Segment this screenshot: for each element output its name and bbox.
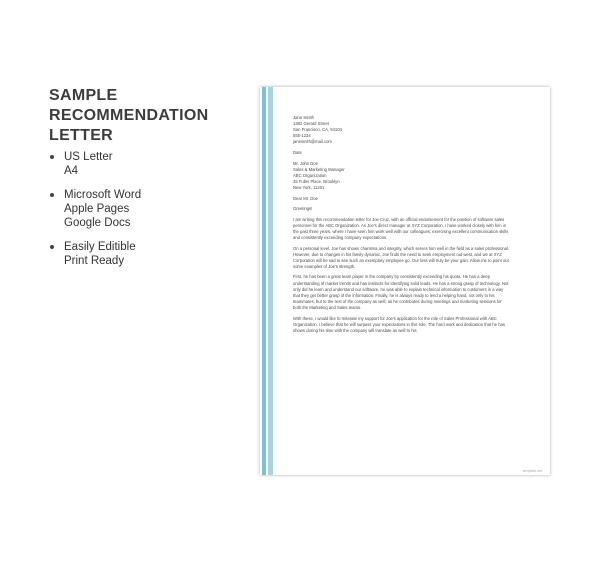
letter-date: Date xyxy=(293,149,302,155)
paragraph: First, he has been a great team player in the company by consistently exceeding his quota. He has a deep understanding of market trends and has instincts for identifying solid leads. He has a strong grasp of technology. Not only did he learn and understand our software, he was able to explain technical information to customers in a way that they get better grasp of the information. Finally, he is always ready to lend a helping hand, not only to his teammates, but to the rest of the company as well, as he contributes during meetings and marketing sessions for both the Marketing and Sales teams. xyxy=(293,274,509,310)
salutation: Dear Mr. Doe xyxy=(293,195,318,201)
paragraph: With these, I would like to reiterate my support for Joe's application for the role of Sales Professional with ABC Organization. I believe that he will surpass your expectations in this role. The hard work and dedication that he has shown during his time with the company will translate as well to his xyxy=(293,315,505,333)
feature-list xyxy=(49,150,141,278)
accent-stripe xyxy=(268,87,273,475)
sender-line: 1382 Gerard Street xyxy=(293,121,329,127)
paragraph: On a personal level, Joe has shown charisma and integrity, which serves him well in the field as a sales professional. However, due to changes in his family dynamic, Joe finds the need to seek employment out west, and we at XYZ Corporation will be sad to see such an exemplary employee go. Our loss will truly be your gain. Allow me to point out some examples of Joe's strength. xyxy=(293,245,510,269)
feature-item: A4 xyxy=(64,165,79,177)
bullet-icon xyxy=(50,193,54,197)
feature-formats xyxy=(49,150,141,178)
feature-item: Apple Pages xyxy=(64,203,130,215)
feature-software xyxy=(49,188,141,230)
recipient-address xyxy=(293,161,511,191)
letter-preview xyxy=(260,87,550,475)
feature-editing xyxy=(49,240,141,268)
sender-line: 555-1234 xyxy=(293,133,311,139)
accent-stripe xyxy=(262,87,266,475)
feature-item: Print Ready xyxy=(64,255,125,267)
bullet-icon xyxy=(50,245,54,249)
paragraph: I am writing this recommendation letter for Joe Cruz, with an official endorsement for the position of software sales personnel for the ABC Organization. As Joe's direct manager at XYZ Corporation, I have worked closely with him in the past three years, where I have seen him work well with our colleagues; exercising excellent communication skills and consistently exceeding company expectations. xyxy=(293,216,509,240)
greeting: Greetings! xyxy=(293,206,313,212)
recipient-line: New York, 11201 xyxy=(293,184,325,190)
recipient-line: 35 Fuller Place, Brooklyn xyxy=(293,178,340,184)
sender-line: Jane Smith xyxy=(293,115,314,120)
feature-item: US Letter xyxy=(64,151,113,163)
feature-item: Microsoft Word xyxy=(64,189,142,201)
letter-body xyxy=(293,115,511,338)
recipient-line: Mr. John Doe xyxy=(293,160,318,166)
page-title: SAMPLE RECOMMENDATION LETTER xyxy=(49,87,209,144)
recipient-line: ABC Organization xyxy=(293,172,327,178)
feature-item: Google Docs xyxy=(64,217,131,229)
feature-item: Easily Editible xyxy=(64,241,136,253)
bullet-icon xyxy=(50,155,54,159)
sender-address xyxy=(293,115,511,145)
watermark: template.net xyxy=(522,469,542,473)
recipient-line: Sales & Marketing Manager xyxy=(293,166,345,172)
sender-line: San Francisco, CA, 94104 xyxy=(293,127,342,133)
sender-line: janesmith@mail.com xyxy=(293,139,332,145)
